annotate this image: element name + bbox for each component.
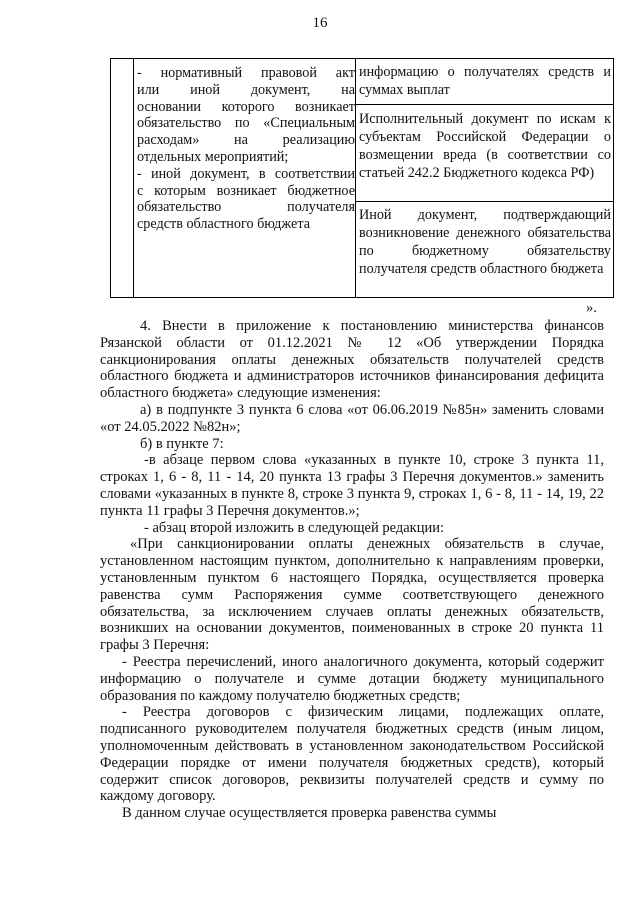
paragraph: -в абзаце первом слова «указанных в пункте 10, строке 3 пункта 11, строках 1, 6 - 8, 11 - 14, 20 пункта 13 графы 3 Перечня документов.» заменить словами «указанных в пункте 8, строке 3 пункта 9, строках 1, 6 - 8, 11 - 14, 19, 22 пункта 11 графы 3 Перечня документов.»; (100, 452, 604, 519)
table-cell-right: Иной документ, подтверждающий возникновение денежного обязательства по бюджетному обязательству получателя средств областного бюджета (359, 207, 611, 277)
table-line: отдельных мероприятий; (137, 148, 289, 165)
table-column-divider (133, 59, 134, 297)
paragraph: «При санкционировании оплаты денежных обязательств в случае, установленном настоящим пунктом, дополнительно к направлениям проверки, установленным пунктом 6 настоящего Порядка, осуществляется проверка равенства сумм Распоряжения сумме соответствующего денежного обязательства, за исключением случаев оплаты денежных обязательств, возникших на основании документов, поименованных в строке 20 пункта 11 графы 3 Перечня: (100, 536, 604, 654)
table-line: средств областного бюджета (137, 216, 310, 233)
table-line: с которым возникает бюджетное (137, 182, 355, 199)
table-line: основании которого возникает (137, 98, 355, 115)
paragraph: - Реестра договоров с физическим лицами, подлежащих оплате, подписанного руководителем получателя бюджетных средств (иным лицом, уполномоченным действовать в установленном законодательством Российской Федерации порядке от имени получателя бюджетных средств), который содержит список договоров, реквизиты получателей средств и сумму по каждому договору. (100, 704, 604, 805)
paragraph: В данном случае осуществляется проверка равенства суммы (122, 805, 497, 822)
table-cell-right: Исполнительный документ по искам к субъектам Российской Федерации о возмещении вреда (в соответствии со статьей 242.2 Бюджетного кодекса РФ) (359, 111, 611, 181)
paragraph: - Реестра перечислений, иного аналогичного документа, который содержит информацию о получателе и сумме дотации бюджету муниципального образования по каждому получателю бюджетных средств; (100, 653, 604, 704)
table-row-divider (355, 104, 613, 105)
page-number: 16 (312, 15, 328, 31)
table-line: или иной документ, на (137, 81, 355, 98)
table-cell-left (137, 65, 355, 233)
paragraph: а) в подпункте 3 пункта 6 слова «от 06.06.2019 №85н» заменить словами «от 24.05.2022 №82н»; (100, 401, 604, 435)
paragraph: - абзац второй изложить в следующей редакции: (144, 519, 445, 536)
table-cell-right: информацию о получателях средств и суммах выплат (359, 64, 611, 98)
paragraph: 4. Внести в приложение к постановлению министерства финансов Рязанской области от 01.12.2021 № 12 «Об утверждении Порядка санкционирования оплаты денежных обязательств получателей средств областного бюджета и администраторов источников финансирования дефицита областного бюджета» следующие изменения: (100, 318, 604, 402)
table-row-divider (355, 201, 613, 202)
table-line: - иной документ, в соответствии (137, 165, 355, 182)
paragraph: б) в пункте 7: (140, 435, 224, 452)
document-body (100, 318, 604, 822)
table-closing-quote: ». (586, 300, 597, 316)
documents-table (110, 58, 614, 298)
table-line: расходам» на реализацию (137, 132, 355, 149)
table-column-divider (355, 59, 356, 297)
table-line: обязательство получателя (137, 199, 355, 216)
table-line: - нормативный правовой акт (137, 65, 355, 81)
table-line: обязательство по «Специальным (137, 115, 355, 132)
